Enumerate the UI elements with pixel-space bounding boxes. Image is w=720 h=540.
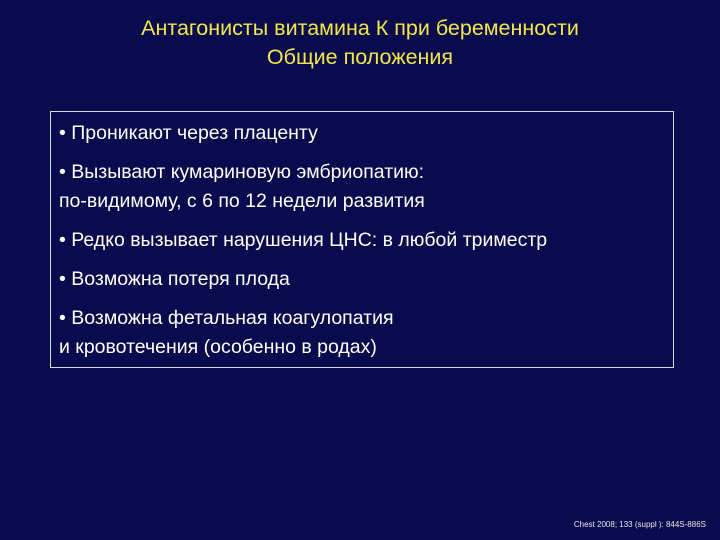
bullet-item (59, 226, 673, 255)
slide-title (0, 14, 720, 72)
title-line-2: Общие положения (266, 45, 454, 69)
bullet-item (59, 158, 673, 216)
bullet-text: • Проникают через плаценту (59, 122, 318, 144)
bullet-text-continuation: и кровотечения (особенно в родах) (59, 336, 377, 358)
bullet-text: • Вызывают кумариновую эмбриопатию: (59, 161, 425, 183)
bullet-text: • Редко вызывает нарушения ЦНС: в любой триместр (59, 229, 548, 251)
bullet-text: • Возможна потеря плода (59, 268, 290, 290)
citation: Chest 2008; 133 (suppl ): 844S-886S (573, 520, 706, 529)
bullet-list-box (50, 111, 674, 368)
bullet-text: • Возможна фетальная коагулопатия (59, 307, 394, 329)
bullet-text-continuation: по-видимому, с 6 по 12 недели развития (59, 190, 425, 212)
title-line-1: Антагонисты витамина К при беременности (141, 16, 579, 40)
bullet-item (59, 304, 673, 362)
bullet-item (59, 119, 673, 148)
bullet-item (59, 265, 673, 294)
